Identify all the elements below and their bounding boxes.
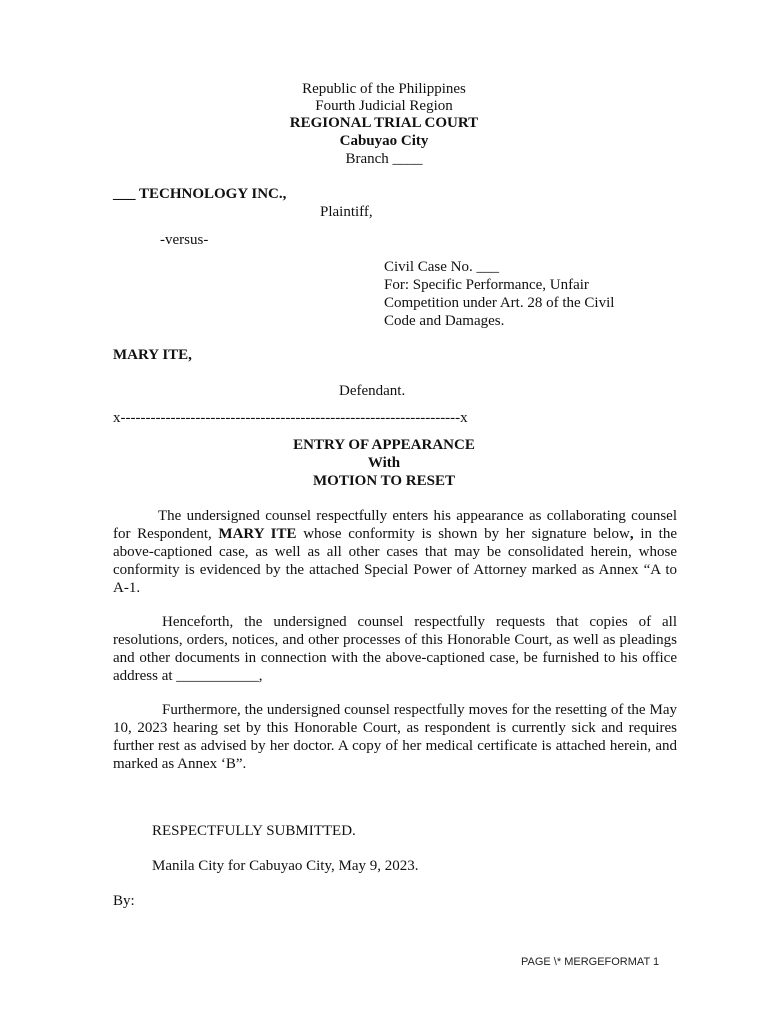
- plaintiff-name: ___ TECHNOLOGY INC.,: [113, 186, 287, 202]
- title-with: With: [367, 455, 401, 471]
- by-label: By:: [113, 893, 135, 909]
- plaintiff-role: Plaintiff,: [320, 204, 373, 220]
- versus-label: -versus-: [160, 232, 209, 248]
- header-republic: Republic of the Philippines: [302, 81, 466, 97]
- paragraph-motion-reset: Furthermore, the undersigned counsel respectfully moves for the resetting of the May 10, 2023 hearing set by this Honorable Court, as respondent is currently sick and requires further rest as advised by her doctor. A copy of her medical certificate is attached herein, and marked as Annex ‘B”.: [113, 702, 677, 772]
- title-entry: ENTRY OF APPEARANCE: [293, 437, 475, 453]
- title-motion: MOTION TO RESET: [313, 473, 455, 489]
- paragraph-copies-request: Henceforth, the undersigned counsel respectfully requests that copies of all resolutions, orders, notices, and other processes of this Honorable Court, as well as pleadings and other documents in connection with the above-captioned case, be furnished to his office address at ___________,: [113, 614, 677, 684]
- case-nature-line1: For: Specific Performance, Unfair: [384, 277, 589, 293]
- case-number: Civil Case No. ___: [384, 259, 499, 275]
- page-number-field: PAGE \* MERGEFORMAT 1: [521, 956, 660, 968]
- p1-text-before: The undersigned counsel respectfully enters his appearance as collaborating counsel for Respondent,: [113, 508, 677, 542]
- caption-separator: x--------------------------------------------------------------------x: [113, 410, 468, 426]
- paragraph-appearance: [113, 507, 677, 597]
- header-region: Fourth Judicial Region: [315, 98, 453, 114]
- case-nature-line3: Code and Damages.: [384, 313, 505, 329]
- defendant-name: MARY ITE,: [113, 347, 192, 363]
- p1-comma: ,: [629, 526, 634, 542]
- header-branch: Branch ____: [345, 151, 423, 167]
- p1-text-after: in the above-captioned case, as well as all other cases that may be consolidated herein, whose conformity is evidenced by the attached Special Power of Attorney marked as Annex “A to A-1.: [113, 526, 678, 596]
- place-and-date: Manila City for Cabuyao City, May 9, 2023.: [152, 858, 419, 874]
- respectfully-submitted: RESPECTFULLY SUBMITTED.: [152, 823, 356, 839]
- p1-respondent-name: MARY ITE: [218, 526, 297, 542]
- header-court: REGIONAL TRIAL COURT: [289, 115, 479, 131]
- defendant-role: Defendant.: [339, 383, 406, 399]
- p1-text-mid: whose conformity is shown by her signature below: [296, 526, 630, 542]
- case-nature-line2: Competition under Art. 28 of the Civil: [384, 295, 615, 311]
- header-city: Cabuyao City: [339, 133, 429, 149]
